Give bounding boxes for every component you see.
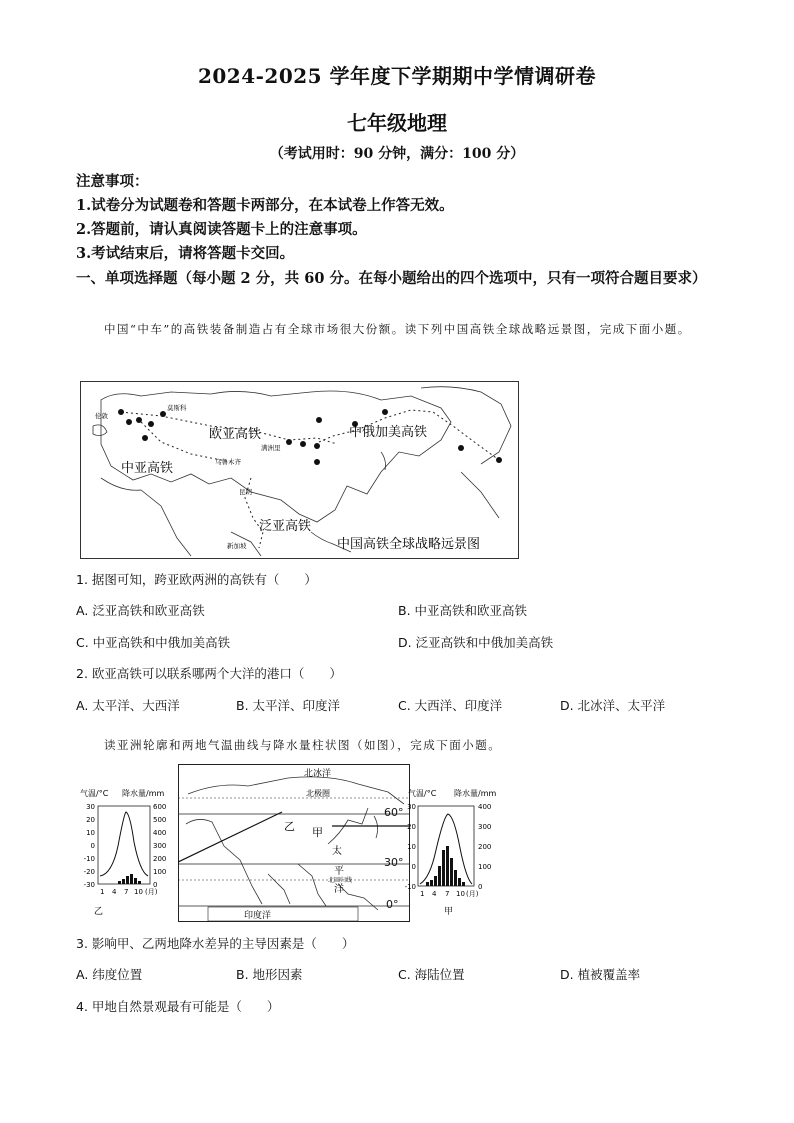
climate-chart-yi [78,786,180,924]
yi-precip-tick: 400 [153,829,167,837]
q1-option-b[interactable]: B. 中亚高铁和欧亚高铁 [398,603,528,618]
jia-temp-tick: 20 [407,823,416,831]
yi-month-tick: 1 [100,888,105,896]
jia-month-tick: 10 [456,890,465,898]
jia-precip-axis-title: 降水量/mm [454,789,497,798]
yi-temp-tick: 0 [90,842,95,850]
jia-chart-label: 甲 [444,907,454,917]
yi-temp-tick: -20 [83,868,95,876]
yi-temp-tick: 20 [86,816,95,824]
jia-month-tick: 7 [445,890,450,898]
q1-option-c[interactable]: C. 中亚高铁和中俄加美高铁 [76,635,231,650]
label-pacific-1: 太 [332,846,342,857]
label-pacific-3: 洋 [334,884,344,895]
q3-option-a[interactable]: A. 纬度位置 [76,967,143,982]
q3-option-b[interactable]: B. 地形因素 [236,967,303,982]
yi-month-tick: 4 [112,888,117,896]
label-lat-60: 60° [384,806,404,819]
jia-temp-tick: -10 [404,883,416,891]
notice-item-3: 3.考试结束后，请将答题卡交回。 [76,245,295,262]
yi-precip-tick: 200 [153,855,167,863]
q2-option-c[interactable]: C. 大西洋、印度洋 [398,698,503,713]
label-lat-0: 0° [386,898,399,911]
jia-temp-tick: 10 [407,843,416,851]
label-lat-30: 30° [384,856,404,869]
exam-info: （考试用时：90 分钟，满分：100 分） [269,146,525,162]
rail-map-svg [81,382,518,558]
notice-item-2: 2.答题前，请认真阅读答题卡上的注意事项。 [76,221,367,238]
jia-precip-tick: 200 [478,843,492,851]
label-arctic-circle: 北极圈 [306,789,330,798]
yi-precip-tick: 100 [153,868,167,876]
map-label-moscow: 莫斯科 [167,404,187,412]
q1-option-a[interactable]: A. 泛亚高铁和欧亚高铁 [76,603,205,618]
q2-option-a[interactable]: A. 太平洋、大西洋 [76,698,180,713]
intro-passage-2: 读亚洲轮廓和两地气温曲线与降水量柱状图（如图），完成下面小题。 [104,738,502,752]
question-3-stem: 3. 影响甲、乙两地降水差异的主导因素是（ ） [76,936,355,951]
notice-heading: 注意事项： [76,173,149,190]
yi-precip-tick: 0 [153,881,158,889]
yi-temp-tick: -10 [83,855,95,863]
jia-precip-tick: 100 [478,863,492,871]
map-label-london: 伦敦 [95,412,108,420]
map-label-manzhouli: 满洲里 [261,444,281,452]
jia-temp-tick: 30 [407,803,416,811]
question-1-stem: 1. 据图可知，跨亚欧两洲的高铁有（ ） [76,572,317,587]
label-arctic-ocean: 北冰洋 [304,769,332,779]
label-pacific-2: 平 [334,866,344,877]
map-caption: 中国高铁全球战略远景图 [337,537,481,552]
question-4-stem: 4. 甲地自然景观最有可能是（ ） [76,999,280,1014]
climate-chart-jia [404,786,520,924]
q3-option-c[interactable]: C. 海陆位置 [398,967,465,982]
exam-title: 2024-2025 学年度下学期期中学情调研卷 [197,64,597,88]
map-label-kunming: 昆明 [239,488,252,496]
yi-precip-tick: 300 [153,842,167,850]
yi-precip-axis-title: 降水量/mm [122,789,165,798]
rail-stations [118,409,502,465]
yi-month-tick: 7 [124,888,129,896]
yi-temp-axis-title: 气温/°C [80,789,109,798]
notice-item-1: 1.试卷分为试题卷和答题卡两部分，在本试卷上作答无效。 [76,197,454,214]
map-label-pan-asia: 泛亚高铁 [259,519,312,534]
q2-option-b[interactable]: B. 太平洋、印度洋 [236,698,341,713]
yi-precip-tick: 600 [153,803,167,811]
map-label-central-asia: 中亚高铁 [121,461,174,476]
label-tropic: 北回归线 [328,877,353,884]
yi-month-tick: (月) [145,888,158,896]
question-2-stem: 2. 欧亚高铁可以联系哪两个大洋的港口（ ） [76,666,342,681]
rail-strategy-map [80,381,519,559]
jia-month-tick: 4 [432,890,437,898]
jia-month-tick: (月) [466,890,479,898]
intro-passage-1: 中国“中车”的高铁装备制造占有全球市场很大份额。读下列中国高铁全球战略远景图，完成下面小题。 [104,322,691,336]
q2-option-d[interactable]: D. 北冰洋、太平洋 [560,698,666,713]
q3-option-d[interactable]: D. 植被覆盖率 [560,967,641,982]
yi-temp-tick: 10 [86,829,95,837]
section-heading: 一、单项选择题（每小题 2 分，共 60 分。在每小题给出的四个选项中，只有一项符合题目要求） [76,270,707,287]
yi-chart-label: 乙 [94,907,104,917]
jia-precip-tick: 400 [478,803,492,811]
yi-precip-bars [118,874,141,884]
exam-subtitle: 七年级地理 [347,111,447,135]
yi-month-tick: 10 [134,888,143,896]
yi-temp-tick: 30 [86,803,95,811]
label-indian-ocean: 印度洋 [244,911,272,921]
yi-precip-tick: 500 [153,816,167,824]
map-label-singapore: 新加坡 [227,542,247,550]
map-label-urumqi: 乌鲁木齐 [215,458,241,466]
yi-temp-tick: -30 [83,881,95,889]
jia-precip-tick: 0 [478,883,483,891]
map-label-eurasia: 欧亚高铁 [209,427,262,442]
label-jia: 甲 [312,826,323,839]
yi-temp-curve [100,812,148,876]
asia-outline-map [178,764,410,922]
jia-precip-tick: 300 [478,823,492,831]
jia-temp-axis-title: 气温/°C [408,789,437,798]
jia-month-tick: 1 [420,890,425,898]
map-label-china-russia-america: 中俄加美高铁 [349,425,428,440]
q1-option-d[interactable]: D. 泛亚高铁和中俄加美高铁 [398,635,554,650]
label-yi: 乙 [284,820,295,833]
jia-temp-tick: 0 [411,863,416,871]
